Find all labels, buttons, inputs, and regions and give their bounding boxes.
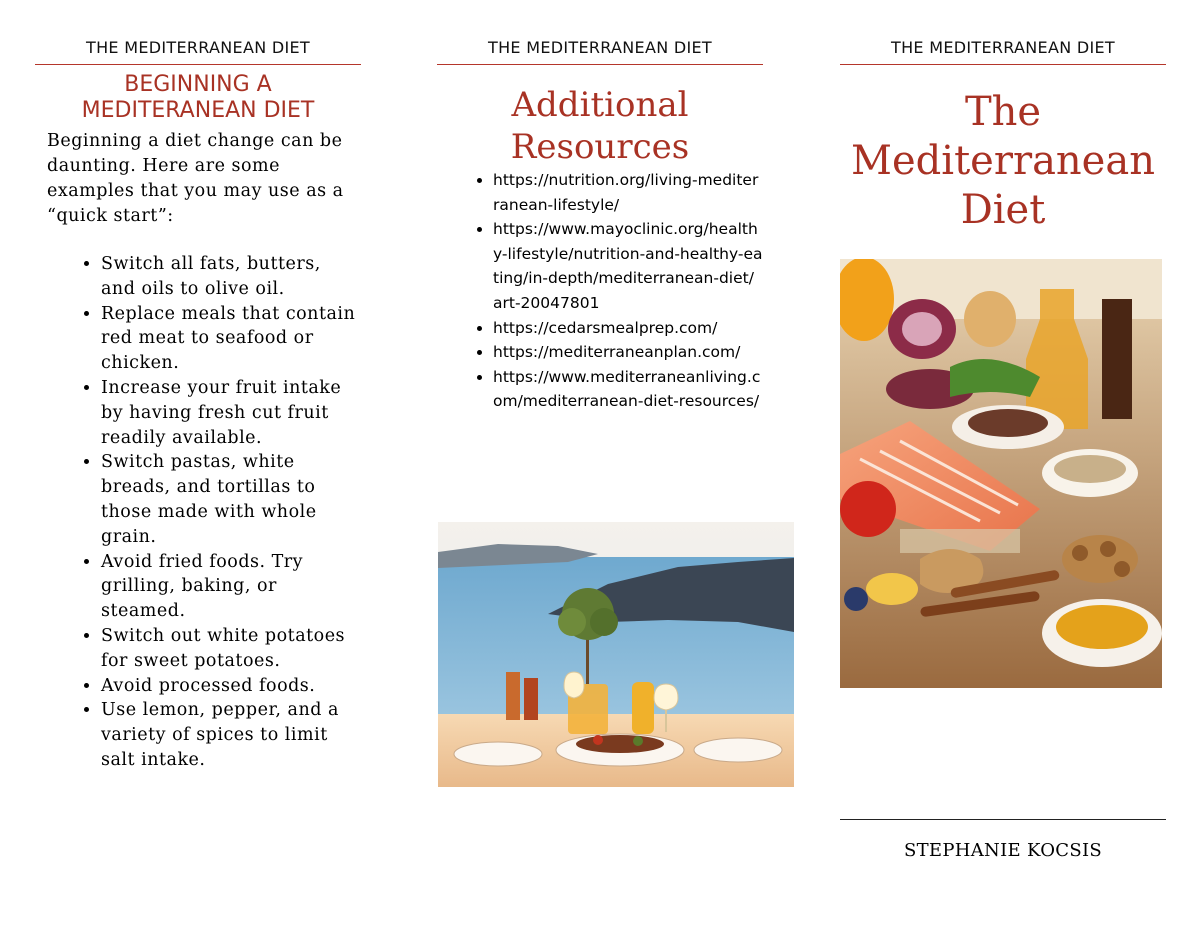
header-rule (840, 64, 1166, 65)
list-item: • Switch out white potatoes for sweet potatoes. (101, 624, 361, 674)
footer-rule (840, 819, 1166, 820)
resource-link[interactable]: • https://cedarsmealprep.com/ (493, 316, 763, 341)
header-rule (35, 64, 361, 65)
list-item: • Increase your fruit intake by having fresh cut fruit readily available. (101, 376, 361, 450)
section-title: BEGINNING A MEDITERANEAN DIET (81, 72, 315, 123)
panel-middle (437, 0, 763, 927)
list-item: • Avoid processed foods. (101, 674, 361, 699)
resource-link[interactable]: • https://www.mediterraneanliving.com/mediterranean-diet-resources/ (493, 365, 763, 414)
food-photo (840, 259, 1162, 688)
tips-list (47, 252, 361, 773)
sea-view-photo (438, 522, 794, 787)
resource-link[interactable]: • https://www.mayoclinic.org/healthy-lifestyle/nutrition-and-healthy-eating/in-depth/mediterranean-diet/art-20047801 (493, 217, 763, 315)
intro-paragraph: Beginning a diet change can be daunting. Here are some examples that you may use as a “quick start”: (47, 131, 344, 226)
author-name: STEPHANIE KOCSIS (903, 840, 1103, 861)
list-item: • Avoid fried foods. Try grilling, baking, or steamed. (101, 550, 361, 624)
running-header: THE MEDITERRANEAN DIET (86, 38, 310, 57)
cover-title: The Mediterranean Diet (851, 89, 1155, 233)
panel-left (35, 0, 361, 927)
list-item: • Replace meals that contain red meat to seafood or chicken. (101, 302, 361, 376)
list-item: • Switch all fats, butters, and oils to olive oil. (101, 252, 361, 302)
resource-link[interactable]: • https://mediterraneanplan.com/ (493, 340, 763, 365)
running-header: THE MEDITERRANEAN DIET (488, 38, 712, 57)
resources-list (447, 168, 763, 414)
resource-link[interactable]: • https://nutrition.org/living-mediterranean-lifestyle/ (493, 168, 763, 217)
panel-right (840, 0, 1166, 927)
header-rule (437, 64, 763, 65)
list-item: • Switch pastas, white breads, and tortillas to those made with whole grain. (101, 450, 361, 549)
list-item: • Use lemon, pepper, and a variety of spices to limit salt intake. (101, 698, 361, 772)
running-header: THE MEDITERRANEAN DIET (891, 38, 1115, 57)
resources-title: Additional Resources (510, 85, 690, 167)
